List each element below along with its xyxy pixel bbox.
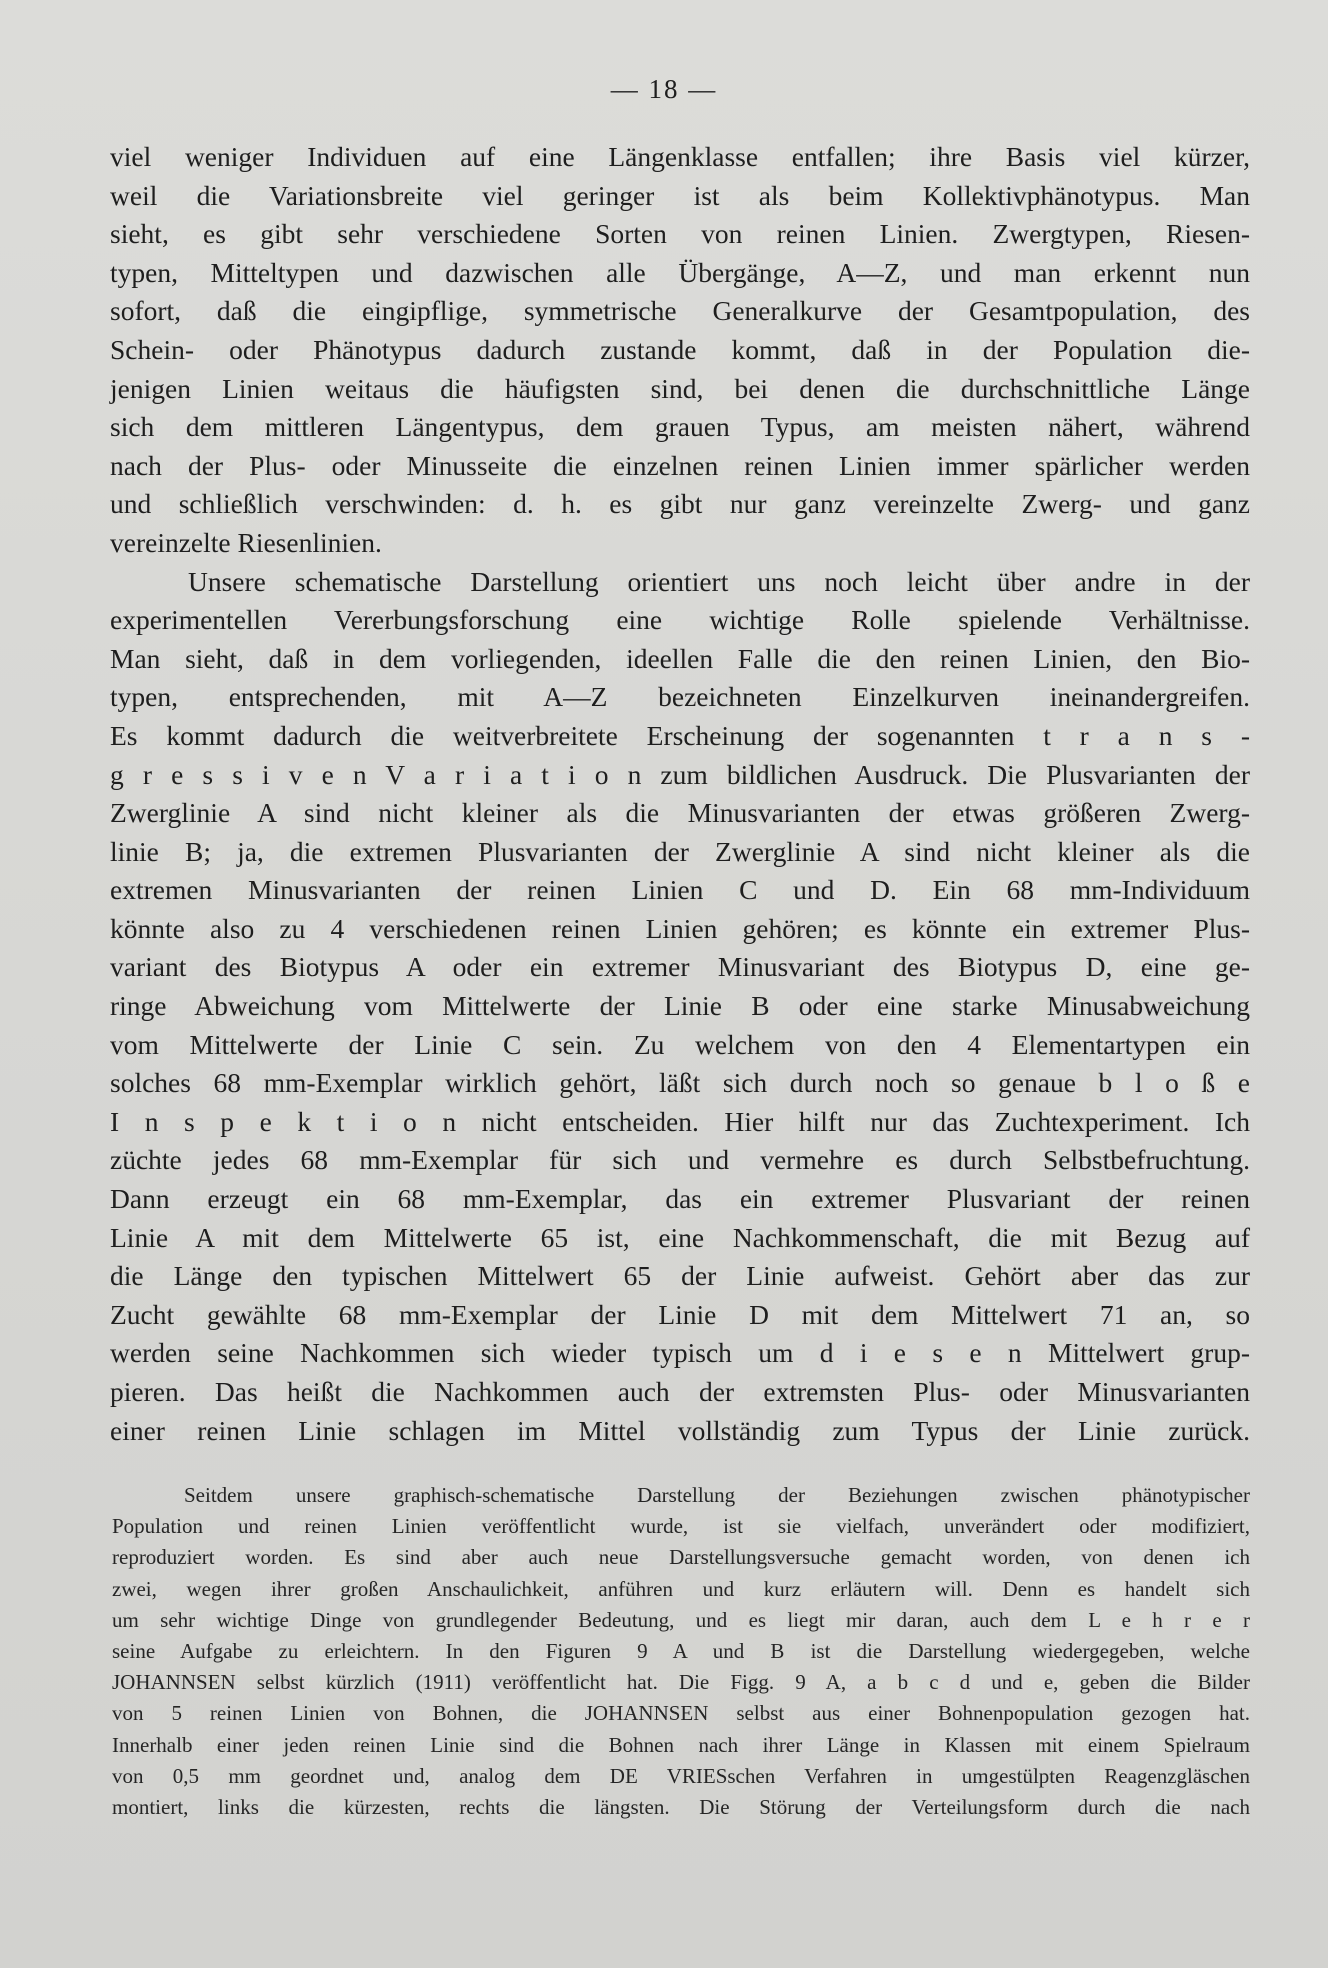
text-line: Man sieht, daß in dem vorliegenden, ideellen Falle die den reinen Linien, den Bio- — [110, 642, 1250, 674]
text-line: könnte also zu 4 verschiedenen reinen Linien gehören; es könnte ein extremer Plus- — [110, 912, 1250, 944]
text-line: Zucht gewählte 68 mm-Exemplar der Linie D mit dem Mittelwert 71 an, so — [110, 1298, 1250, 1330]
text-line: Schein- oder Phänotypus dadurch zustande kommt, daß in der Population die- — [110, 333, 1250, 365]
footnote-line: zwei, wegen ihrer großen Anschaulichkeit, anführen und kurz erläutern will. Denn es handelt sich — [112, 1576, 1250, 1601]
text-line: I n s p e k t i o n nicht entscheiden. Hier hilft nur das Zuchtexperiment. Ich — [110, 1105, 1250, 1137]
footnote-line: reproduziert worden. Es sind aber auch neue Darstellungsversuche gemacht worden, von denen ich — [112, 1545, 1250, 1570]
text-line: Dann erzeugt ein 68 mm-Exemplar, das ein extremer Plusvariant der reinen — [110, 1183, 1250, 1215]
text-line: viel weniger Individuen auf eine Längenklasse entfallen; ihre Basis viel kürzer, — [110, 141, 1250, 172]
footnote-line: Innerhalb einer jeden reinen Linie sind die Bohnen nach ihrer Länge in Klassen mit einem Spielraum — [112, 1732, 1250, 1757]
text-line: weil die Variationsbreite viel geringer ist als beim Kollektivphänotypus. Man — [110, 179, 1250, 211]
text-line: Zwerglinie A sind nicht kleiner als die Minusvarianten der etwas größeren Zwerg- — [110, 797, 1250, 829]
text-line: g r e s s i v e n V a r i a t i o n zum bildlichen Ausdruck. Die Plusvarianten der — [110, 758, 1250, 790]
footnote-line: seine Aufgabe zu erleichtern. In den Figuren 9 A und B ist die Darstellung wiedergegeben, welche — [112, 1638, 1250, 1663]
footnote-line: JOHANNSEN selbst kürzlich (1911) veröffentlicht hat. Die Figg. 9 A, a b c d und e, geben die Bilder — [112, 1670, 1250, 1695]
page-number: — 18 — — [610, 74, 718, 104]
text-line: typen, entsprechenden, mit A—Z bezeichneten Einzelkurven ineinandergreifen. — [110, 681, 1250, 713]
footnote-line: von 5 reinen Linien von Bohnen, die JOHANNSEN selbst aus einer Bohnenpopulation gezogen hat. — [112, 1701, 1250, 1726]
text-line: vom Mittelwerte der Linie C sein. Zu welchem von den 4 Elementartypen ein — [110, 1028, 1250, 1060]
text-line: züchte jedes 68 mm-Exemplar für sich und vermehre es durch Selbstbefruchtung. — [110, 1144, 1250, 1176]
footnote-line: um sehr wichtige Dinge von grundlegender Bedeutung, und es liegt mir daran, auch dem L e h r e r — [112, 1607, 1250, 1632]
text-line: sieht, es gibt sehr verschiedene Sorten von reinen Linien. Zwergtypen, Riesen- — [110, 218, 1250, 250]
text-line: Linie A mit dem Mittelwerte 65 ist, eine Nachkommenschaft, die mit Bezug auf — [110, 1221, 1250, 1253]
text-line: werden seine Nachkommen sich wieder typisch um d i e s e n Mittelwert grup- — [110, 1337, 1250, 1369]
text-line: vereinzelte Riesenlinien. — [110, 526, 382, 558]
footnote — [112, 1480, 1250, 1823]
text-line: Unsere schematische Darstellung orientiert uns noch leicht über andre in der — [188, 565, 1250, 597]
text-line: solches 68 mm-Exemplar wirklich gehört, läßt sich durch noch so genaue b l o ß e — [110, 1067, 1250, 1099]
footnote-line: von 0,5 mm geordnet und, analog dem DE VRIESschen Verfahren in umgestülpten Reagenzgläschen — [112, 1763, 1250, 1788]
footnote-line: Population und reinen Linien veröffentlicht wurde, ist sie vielfach, unverändert oder modifiziert, — [112, 1514, 1250, 1539]
text-line: typen, Mitteltypen und dazwischen alle Übergänge, A—Z, und man erkennt nun — [110, 256, 1250, 288]
text-line: nach der Plus- oder Minusseite die einzelnen reinen Linien immer spärlicher werden — [110, 449, 1250, 481]
text-line: sofort, daß die eingipflige, symmetrische Generalkurve der Gesamtpopulation, des — [110, 295, 1250, 327]
text-line: Es kommt dadurch die weitverbreitete Erscheinung der sogenannten t r a n s - — [110, 719, 1250, 751]
footnote-line: montiert, links die kürzesten, rechts die längsten. Die Störung der Verteilungsform durch die nach — [112, 1794, 1250, 1819]
footnote-line: Seitdem unsere graphisch-schematische Darstellung der Beziehungen zwischen phänotypischer — [184, 1483, 1250, 1507]
text-line: ringe Abweichung vom Mittelwerte der Linie B oder eine starke Minusabweichung — [110, 990, 1250, 1022]
text-line: pieren. Das heißt die Nachkommen auch der extremsten Plus- oder Minusvarianten — [110, 1376, 1250, 1407]
text-line: jenigen Linien weitaus die häufigsten sind, bei denen die durchschnittliche Länge — [110, 372, 1250, 404]
main-text — [110, 138, 1250, 1450]
text-line: linie B; ja, die extremen Plusvarianten der Zwerglinie A sind nicht kleiner als die — [110, 835, 1250, 867]
text-line: experimentellen Vererbungsforschung eine wichtige Rolle spielende Verhältnisse. — [110, 604, 1250, 636]
text-line: die Länge den typischen Mittelwert 65 der Linie aufweist. Gehört aber das zur — [110, 1260, 1250, 1292]
text-line: sich dem mittleren Längentypus, dem grauen Typus, am meisten nähert, während — [110, 411, 1250, 443]
text-line: einer reinen Linie schlagen im Mittel vollständig zum Typus der Linie zurück. — [110, 1414, 1250, 1446]
text-line: und schließlich verschwinden: d. h. es gibt nur ganz vereinzelte Zwerg- und ganz — [110, 488, 1250, 520]
text-line: variant des Biotypus A oder ein extremer Minusvariant des Biotypus D, eine ge- — [110, 951, 1250, 983]
text-line: extremen Minusvarianten der reinen Linien C und D. Ein 68 mm-Individuum — [110, 874, 1250, 906]
